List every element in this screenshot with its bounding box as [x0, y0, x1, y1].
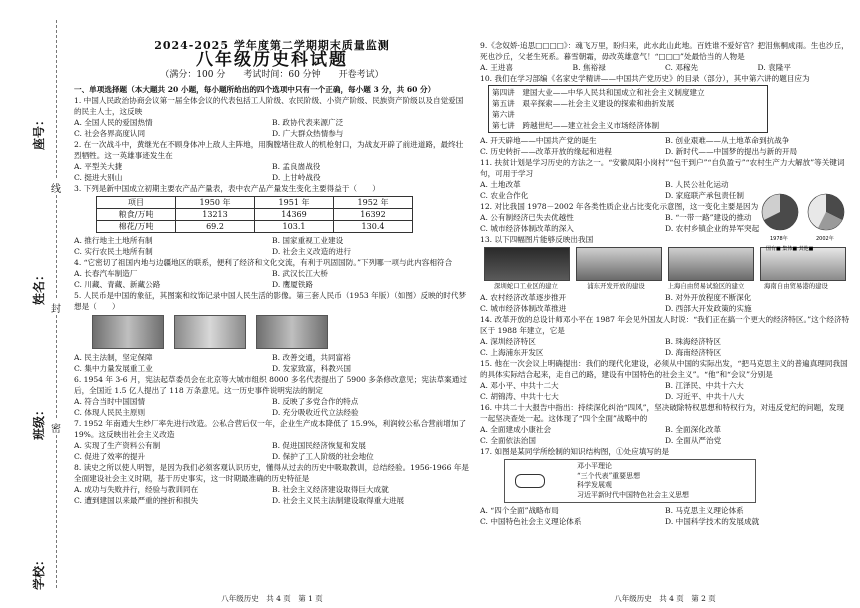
option: C. 农业合作化	[480, 191, 529, 200]
option: D. 中国科学技术的发展成就	[665, 517, 760, 526]
option: D. 上甘岭战役	[272, 173, 321, 182]
toc-line: 第七讲 跨越世纪——建立社会主义市场经济体制	[492, 121, 660, 130]
question-options	[480, 424, 850, 446]
option: C. 川藏、青藏、新藏公路	[74, 280, 161, 289]
page-1	[74, 0, 470, 608]
option: C. 挺进大别山	[74, 173, 123, 182]
option: A. 王进喜	[480, 63, 514, 72]
option: A. 符合当时中国国情	[74, 397, 146, 406]
question-group-6	[480, 505, 850, 527]
map-item: 科学发展观	[577, 481, 612, 489]
question-stem: 3. 下列是新中国成立初期主要农产品产量表，表中农产品产量发生变化主要得益于（ ）	[74, 184, 380, 193]
option: D. 习近平、中共十八大	[665, 392, 744, 401]
option: A. 开天辟地——中国共产党的诞生	[480, 136, 597, 145]
option: B. 焦裕禄	[572, 63, 606, 72]
option: C. 促进了效率的提升	[74, 452, 146, 461]
option: B. 政协代表来源广泛	[272, 118, 344, 127]
question-options	[480, 505, 850, 527]
pie-year-1978: 1978年	[770, 236, 788, 242]
question-stem: 11. 扶贫计划是学习历史的方法之一。“安徽凤阳小岗村”“包干到户”“自负盈亏”“农村生产力大解放”等关键词句，可用于学习	[480, 158, 845, 178]
option: C. 城市经济体制改革的深入	[480, 224, 574, 233]
table-header: 1952 年	[334, 197, 413, 209]
option: D. 全面从严治党	[665, 436, 722, 445]
option: A. 农村经济改革逐步推开	[480, 293, 567, 302]
page-footer-2: 八年级历史 共 4 页 第 2 页	[614, 594, 716, 603]
option: A. 深圳经济特区	[480, 337, 536, 346]
toc-line: 第六讲	[492, 110, 515, 119]
table-header: 1951 年	[255, 197, 334, 209]
banknote-images	[92, 315, 470, 349]
option: A. 成功与失败并行，经验与教训同在	[74, 485, 199, 494]
option: A. 邓小平、中共十二大	[480, 381, 559, 390]
option: C. 体现人民民主原则	[74, 408, 146, 417]
option: B. 江泽民、中共十六大	[665, 381, 744, 390]
page-2	[480, 0, 850, 608]
option: D. 发家致富，科教兴国	[272, 364, 351, 373]
question-stem: 7. 1952 年南通大生纱厂率先进行改造。公私合营后仅一年，企业生产成本降低了 15.9%，利润较公私合营前增加了 19%。这反映出社会主义改造	[74, 419, 467, 439]
table-cell: 130.4	[334, 221, 413, 233]
map-item: “三个代表”重要思想	[577, 471, 641, 480]
seal-word-xian: 线	[51, 180, 61, 195]
knowledge-map	[504, 459, 756, 503]
question-options	[74, 268, 470, 290]
question-group-5	[480, 292, 850, 457]
option: A. 全面建成小康社会	[480, 425, 552, 434]
table-of-contents	[488, 85, 768, 133]
section-heading: 一、单项选择题（本大题共 20 小题，每小题所给出的四个选项中只有一个正确，每小题 3 分，共 60 分）	[74, 85, 436, 94]
question-options	[480, 292, 850, 314]
table-cell: 16392	[334, 209, 413, 221]
question-stem: 17. 如图是某同学所绘制的知识结构图，①处应填写的是	[480, 447, 670, 456]
option: D. 充分吸收近代立法经验	[272, 408, 359, 417]
table-cell: 103.1	[255, 221, 334, 233]
table-cell: 粮食/万吨	[97, 209, 176, 221]
option: D. 农村乡镇企业的异军突起	[665, 224, 760, 233]
option: B. 马克思主义理论体系	[665, 506, 744, 515]
question-stem: 2. 在一次战斗中，黄继光在不顾身体冲上敌人主阵地，用胸膛堵住敌人的机枪射口，为战友开辟了前进道路，最终壮烈牺牲。这一英雄事迹发生在	[74, 140, 464, 160]
question-9	[480, 40, 850, 73]
option: C. 集中力量发展重工业	[74, 364, 153, 373]
option: B. 国家重视工业建设	[272, 236, 344, 245]
exam-info: （满分：100 分 考试时间：60 分钟 开卷考试）	[160, 70, 384, 80]
option: C. 实行农民土地所有制	[74, 247, 153, 256]
enterprise-pie-charts	[758, 188, 850, 258]
option: D. 新时代——中国梦的提出与新的开局	[665, 147, 798, 156]
pie-year-2002: 2002年	[816, 236, 834, 242]
option: D. 袁隆平	[757, 63, 791, 72]
question-options	[74, 440, 470, 462]
option: B. 反映了多党合作的特点	[272, 397, 359, 406]
question-options	[480, 380, 850, 402]
seal-word-feng: 封	[51, 300, 61, 315]
table-header: 1950 年	[176, 197, 255, 209]
photo-caption: 海南自由贸易港的建设	[764, 282, 828, 290]
crop-output-table	[96, 196, 413, 233]
question-options	[480, 336, 850, 358]
option: C. 上海浦东开发区	[480, 348, 544, 357]
option: D. 保护了工人阶级的社会地位	[272, 452, 374, 461]
option: B. 孟良崮战役	[272, 162, 321, 171]
school-label: 学校：	[32, 553, 46, 590]
question-options	[74, 396, 470, 418]
table-cell: 13213	[176, 209, 255, 221]
photo-caption: 深圳蛇口工业区的建立	[494, 282, 558, 290]
option: B. 社会主义经济建设取得巨大成就	[272, 485, 389, 494]
option: D. 海南经济特区	[665, 348, 722, 357]
question-options	[74, 484, 470, 506]
question-10-options	[480, 135, 850, 157]
exam-subject-title: 八年级历史科试题	[196, 50, 348, 70]
option: C. 遭到建国以来最严重的挫折和损失	[74, 496, 199, 505]
table-cell: 69.2	[176, 221, 255, 233]
seal-word-mi: 密	[51, 420, 61, 435]
banknote-image-3	[256, 315, 328, 349]
option: D. 社会主义改造的进行	[272, 247, 351, 256]
question-stem: 9.《念奴娇·追思□□□□》：魂飞万里，盼归来，此水此山此地。百姓谁不爱好官？把泪焦桐成雨。生也沙丘，死也沙丘，父老生死系。暮雪朝霜，毋改英雄意气！“□□□”处最恰当的人物是	[480, 41, 849, 61]
option: C. 全面依法治国	[480, 436, 536, 445]
option: D. 家庭联产承包责任制	[665, 191, 744, 200]
pie-legend: 国有■ 集体■ 其他■	[766, 246, 814, 252]
photo-pudong	[576, 247, 662, 281]
option: A. 土地改革	[480, 180, 521, 189]
banknote-image-1	[92, 315, 164, 349]
page-footer-1: 八年级历史 共 4 页 第 1 页	[221, 594, 323, 603]
question-stem: 4. “它密切了祖国内地与边疆地区的联系，便利了经济和文化交流，有利于巩固国防。”下列哪一项与此内容相符合	[74, 258, 453, 267]
option: B. 人民公社化运动	[665, 180, 729, 189]
option: C. 中国特色社会主义理论体系	[480, 517, 582, 526]
question-stem: 16. 中共二十大报告中指出：持续深化纠治“四风”，坚决破除特权思想和特权行为，对违反党纪的问题，发现一起坚决查处一起。这体现了“四个全面”战略中的	[480, 403, 844, 423]
table-cell: 棉花/万吨	[97, 221, 176, 233]
option: D. 社会主义民主法制建设取得重大进展	[272, 496, 405, 505]
option: B. 改善交通，共同富裕	[272, 353, 351, 362]
question-options	[74, 352, 470, 374]
photo-caption: 浦东开发开放的建设	[587, 282, 645, 290]
question-group-1	[74, 95, 470, 194]
option: B. 创业艰难——从土地革命到抗战争	[665, 136, 790, 145]
question-options	[480, 62, 850, 73]
question-stem: 13. 以下四幅图片能够反映出我国	[480, 235, 594, 244]
knowledge-map-blank	[515, 474, 545, 488]
question-10-stem: 10. 我们在学习部编《名家史学精讲——中国共产党历史》的目录（部分），其中第六讲的题目应为	[480, 74, 810, 83]
option: C. 历史转折——改革开放的缘起和进程	[480, 147, 612, 156]
option: B. 珠海经济特区	[665, 337, 721, 346]
option: A. 长春汽车制造厂	[74, 269, 138, 278]
option: D. 西部大开发政策的实施	[665, 304, 752, 313]
toc-line: 第四讲 建国大业——中华人民共和国成立和社会主义制度建立	[492, 88, 705, 97]
photo-shekou	[484, 247, 570, 281]
option: A. 实现了生产资料公有制	[74, 441, 161, 450]
name-label: 姓名：	[32, 268, 46, 305]
photo-captions	[484, 281, 850, 292]
option: B. 促进国民经济恢复和发展	[272, 441, 366, 450]
banknote-image-2	[174, 315, 246, 349]
question-stem: 12. 对比我国 1978－2002 年各类性质企业占比变化示意图，这一变化主要是因为	[480, 202, 759, 211]
question-stem: 8. 读史之所以使人明智，是因为我们必须客观认识历史，懂得从过去的历史中吸取教训，总结经验。1956-1966 年是全面建设社会主义时期，基于历史事实，这一时期最准确的历史特征是	[74, 463, 470, 483]
question-options	[74, 117, 470, 139]
option: A. 公有制经济已失去优越性	[480, 213, 574, 222]
option: C. 城市经济体制改革推进	[480, 304, 567, 313]
photo-caption: 上海自由贸易试验区的建立	[667, 282, 745, 290]
option: B. 武汉长江大桥	[272, 269, 328, 278]
option: A. 推行地主土地所有制	[74, 236, 153, 245]
question-stem: 5. 人民币是中国的象征，其图案和纹饰记录中国人民生活的影像。第三套人民币（1953 年版）（如图）反映的时代梦想是（ ）	[74, 291, 467, 311]
map-item: 习近平新时代中国特色社会主义思想	[577, 490, 689, 499]
option: D. 广大群众热情参与	[272, 129, 344, 138]
photo-shanghai-ftz	[668, 247, 754, 281]
table-cell: 14369	[255, 209, 334, 221]
map-item: 邓小平理论	[577, 462, 612, 470]
binding-strip	[0, 0, 60, 608]
option: A. 民主法制，坚定保障	[74, 353, 153, 362]
question-stem: 1. 中国人民政治协商会议第一届全体会议的代表包括工人阶级、农民阶级、小资产阶级、民族资产阶级以及自觉爱国的民主人士，这反映	[74, 96, 464, 116]
class-label: 班级：	[32, 403, 46, 440]
question-group-2	[74, 235, 470, 312]
question-options	[74, 235, 470, 257]
option: A. 平型关大捷	[74, 162, 123, 171]
option: A. “四个全面”战略布局	[480, 506, 559, 515]
option: C. 社会各界高度认同	[74, 129, 146, 138]
seat-label: 座号：	[32, 113, 46, 150]
toc-line: 第五讲 艰辛探索——社会主义建设的探索和曲折发展	[492, 99, 675, 108]
knowledge-map-items	[577, 462, 689, 500]
option: D. 鹰厦铁路	[272, 280, 314, 289]
option: A. 全国人民的爱国热情	[74, 118, 153, 127]
question-group-3	[74, 352, 470, 506]
question-stem: 15. 他在一次会议上明确提出：我们的现代化建设，必须从中国的实际出发，“把马克思主义的普遍真理同我国的具体实际结合起来，走自己的路，建设有中国特色的社会主义”。“他”和“会议”分别是	[480, 359, 848, 379]
option: B. 对外开放程度不断深化	[665, 293, 752, 302]
table-header: 项目	[97, 197, 176, 209]
question-stem: 14. 改革开放的总设计师邓小平在 1987 年会见外国友人时说：“我们正在搞一个更大的经济特区。”这个经济特区于 1988 年建立，它是	[480, 315, 850, 335]
option: C. 胡锦涛、中共十七大	[480, 392, 559, 401]
option: C. 邓稼先	[665, 63, 699, 72]
exam-term-title: 2024-2025 学年度第二学期期末质量监测	[154, 39, 390, 52]
option: B. “一带一路”建设的推动	[665, 213, 752, 222]
question-stem: 6. 1954 年 3-6 月，宪法起草委员会在北京等大城市组织 8000 多名代表提出了 5900 多条修改意见；宪法草案通过后，全国近 1.5 亿人提出了 118 万条意见。这一历史事件说明宪法的制定	[74, 375, 467, 395]
question-options	[74, 161, 470, 183]
option: B. 全面深化改革	[665, 425, 721, 434]
